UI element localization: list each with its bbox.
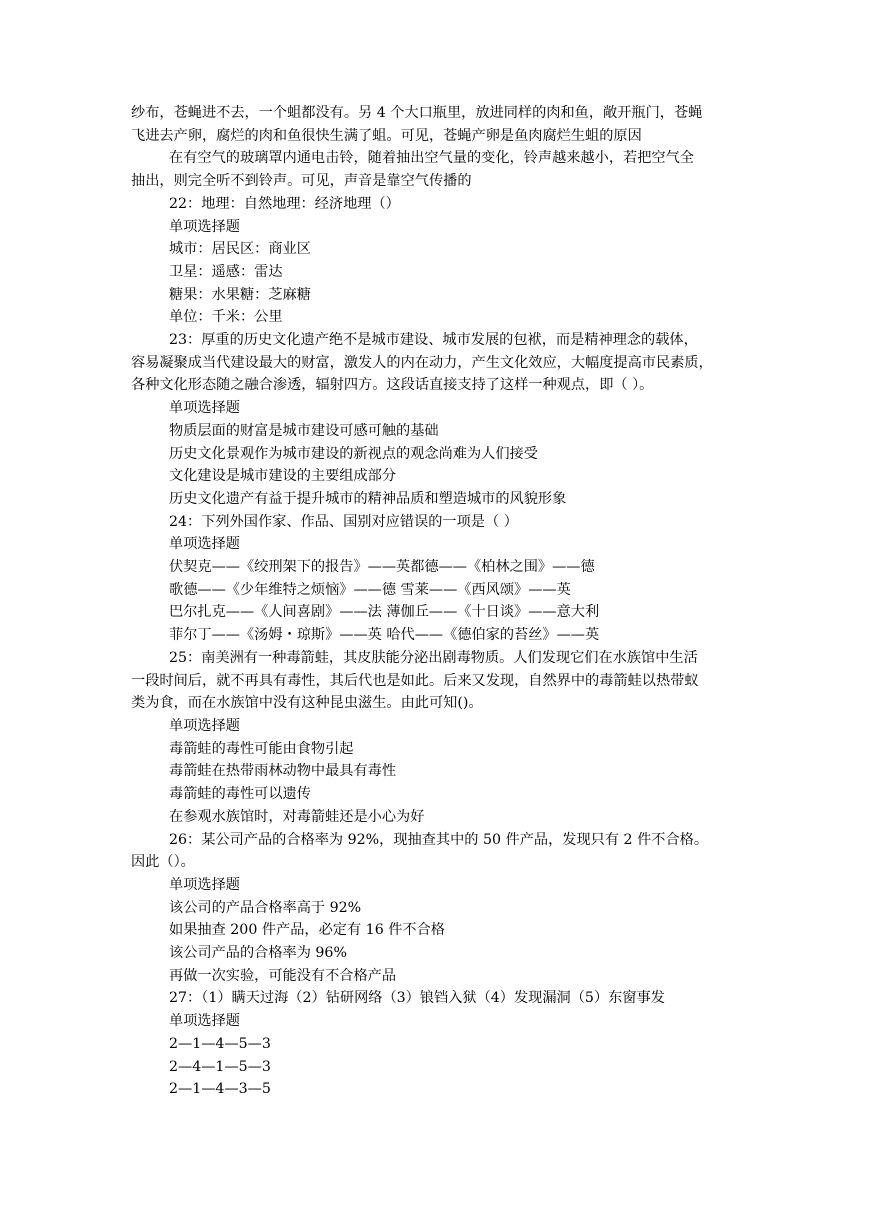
- text-line: 在参观水族馆时，对毒箭蛙还是小心为好: [169, 808, 425, 825]
- text-line: 巴尔扎克——《人间喜剧》——法 薄伽丘——《十日谈》——意大利: [169, 604, 600, 621]
- text-line: 类为食，而在水族馆中没有这种昆虫滋生。由此可知()。: [131, 695, 483, 712]
- text-line: 纱布，苍蝇进不去，一个蛆都没有。另 4 个大口瓶里，放进同样的肉和鱼，敞开瓶门，苍蝇: [131, 105, 703, 121]
- text-line: 因此（）。: [131, 854, 195, 871]
- text-line: 2—4—1—5—3: [169, 1058, 271, 1075]
- document-body: [131, 102, 743, 1101]
- text-line: 在有空气的玻璃罩内通电击铃，随着抽出空气量的变化，铃声越来越小，若把空气全: [169, 150, 694, 167]
- text-line: 毒箭蛙的毒性可能由食物引起: [169, 740, 354, 757]
- text-line: 历史文化景观作为城市建设的新视点的观念尚难为人们接受: [169, 445, 538, 462]
- text-line: 抽出，则完全听不到铃声。可见，声音是靠空气传播的: [131, 173, 472, 190]
- text-line: 毒箭蛙的毒性可以遗传: [169, 786, 311, 803]
- text-line: 卫星：遥感：雷达: [169, 263, 283, 280]
- text-line: 歌德——《少年维特之烦恼》——德 雪莱——《西风颂》——英: [169, 581, 571, 598]
- text-line: 23：厚重的历史文化遗产绝不是城市建设、城市发展的包袱，而是精神理念的载体，: [169, 332, 698, 349]
- text-line: 毒箭蛙在热带雨林动物中最具有毒性: [169, 763, 397, 780]
- text-line: 城市：居民区：商业区: [169, 241, 311, 258]
- text-line: 单项选择题: [169, 218, 240, 235]
- text-line: 该公司产品的合格率为 96%: [169, 945, 347, 962]
- text-line: 27：（1）瞒天过海（2）钻研网络（3）锒铛入狱（4）发现漏洞（5）东窗事发: [169, 990, 665, 1007]
- text-line: 24：下列外国作家、作品、国别对应错误的一项是（ ）: [169, 513, 518, 530]
- text-line: 单项选择题: [169, 717, 240, 734]
- text-line: 糖果：水果糖：芝麻糖: [169, 286, 311, 303]
- text-line: 伏契克——《绞刑架下的报告》——英都德——《柏林之围》——德: [169, 559, 595, 576]
- text-line: 26：某公司产品的合格率为 92%，现抽查其中的 50 件产品，发现只有 2 件不合格。: [169, 831, 709, 848]
- text-line: 22：地理：自然地理：经济地理（）: [169, 195, 400, 212]
- text-line: 文化建设是城市建设的主要组成部分: [169, 468, 397, 485]
- text-line: 该公司的产品合格率高于 92%: [169, 899, 362, 916]
- text-line: 飞进去产卵，腐烂的肉和鱼很快生满了蛆。可见，苍蝇产卵是鱼肉腐烂生蛆的原因: [131, 127, 642, 144]
- text-line: 单项选择题: [169, 1013, 240, 1030]
- text-line: 物质层面的财富是城市建设可感可触的基础: [169, 422, 439, 439]
- text-line: 单位：千米：公里: [169, 309, 283, 326]
- text-line: 单项选择题: [169, 876, 240, 893]
- text-line: 2—1—4—3—5: [169, 1081, 271, 1098]
- text-line: 各种文化形态随之融合渗透，辐射四方。这段话直接支持了这样一种观点，即（ ）。: [131, 377, 654, 394]
- text-line: 一段时间后，就不再具有毒性，其后代也是如此。后来又发现，自然界中的毒箭蛙以热带蚁: [131, 672, 699, 689]
- text-line: 菲尔丁——《汤姆・琼斯》——英 哈代——《德伯家的苔丝》——英: [169, 627, 600, 644]
- text-line: 单项选择题: [169, 400, 240, 417]
- text-line: 25：南美洲有一种毒箭蛙，其皮肤能分泌出剧毒物质。人们发现它们在水族馆中生活: [169, 649, 698, 666]
- text-line: 容易凝聚成当代建设最大的财富，激发人的内在动力，产生文化效应，大幅度提高市民素质，: [131, 354, 713, 371]
- text-line: 2—1—4—5—3: [169, 1035, 271, 1052]
- text-line: 历史文化遗产有益于提升城市的精神品质和塑造城市的风貌形象: [169, 490, 567, 507]
- text-line: 单项选择题: [169, 536, 240, 553]
- text-line: 再做一次实验，可能没有不合格产品: [169, 967, 397, 984]
- text-line: 如果抽查 200 件产品，必定有 16 件不合格: [169, 922, 445, 939]
